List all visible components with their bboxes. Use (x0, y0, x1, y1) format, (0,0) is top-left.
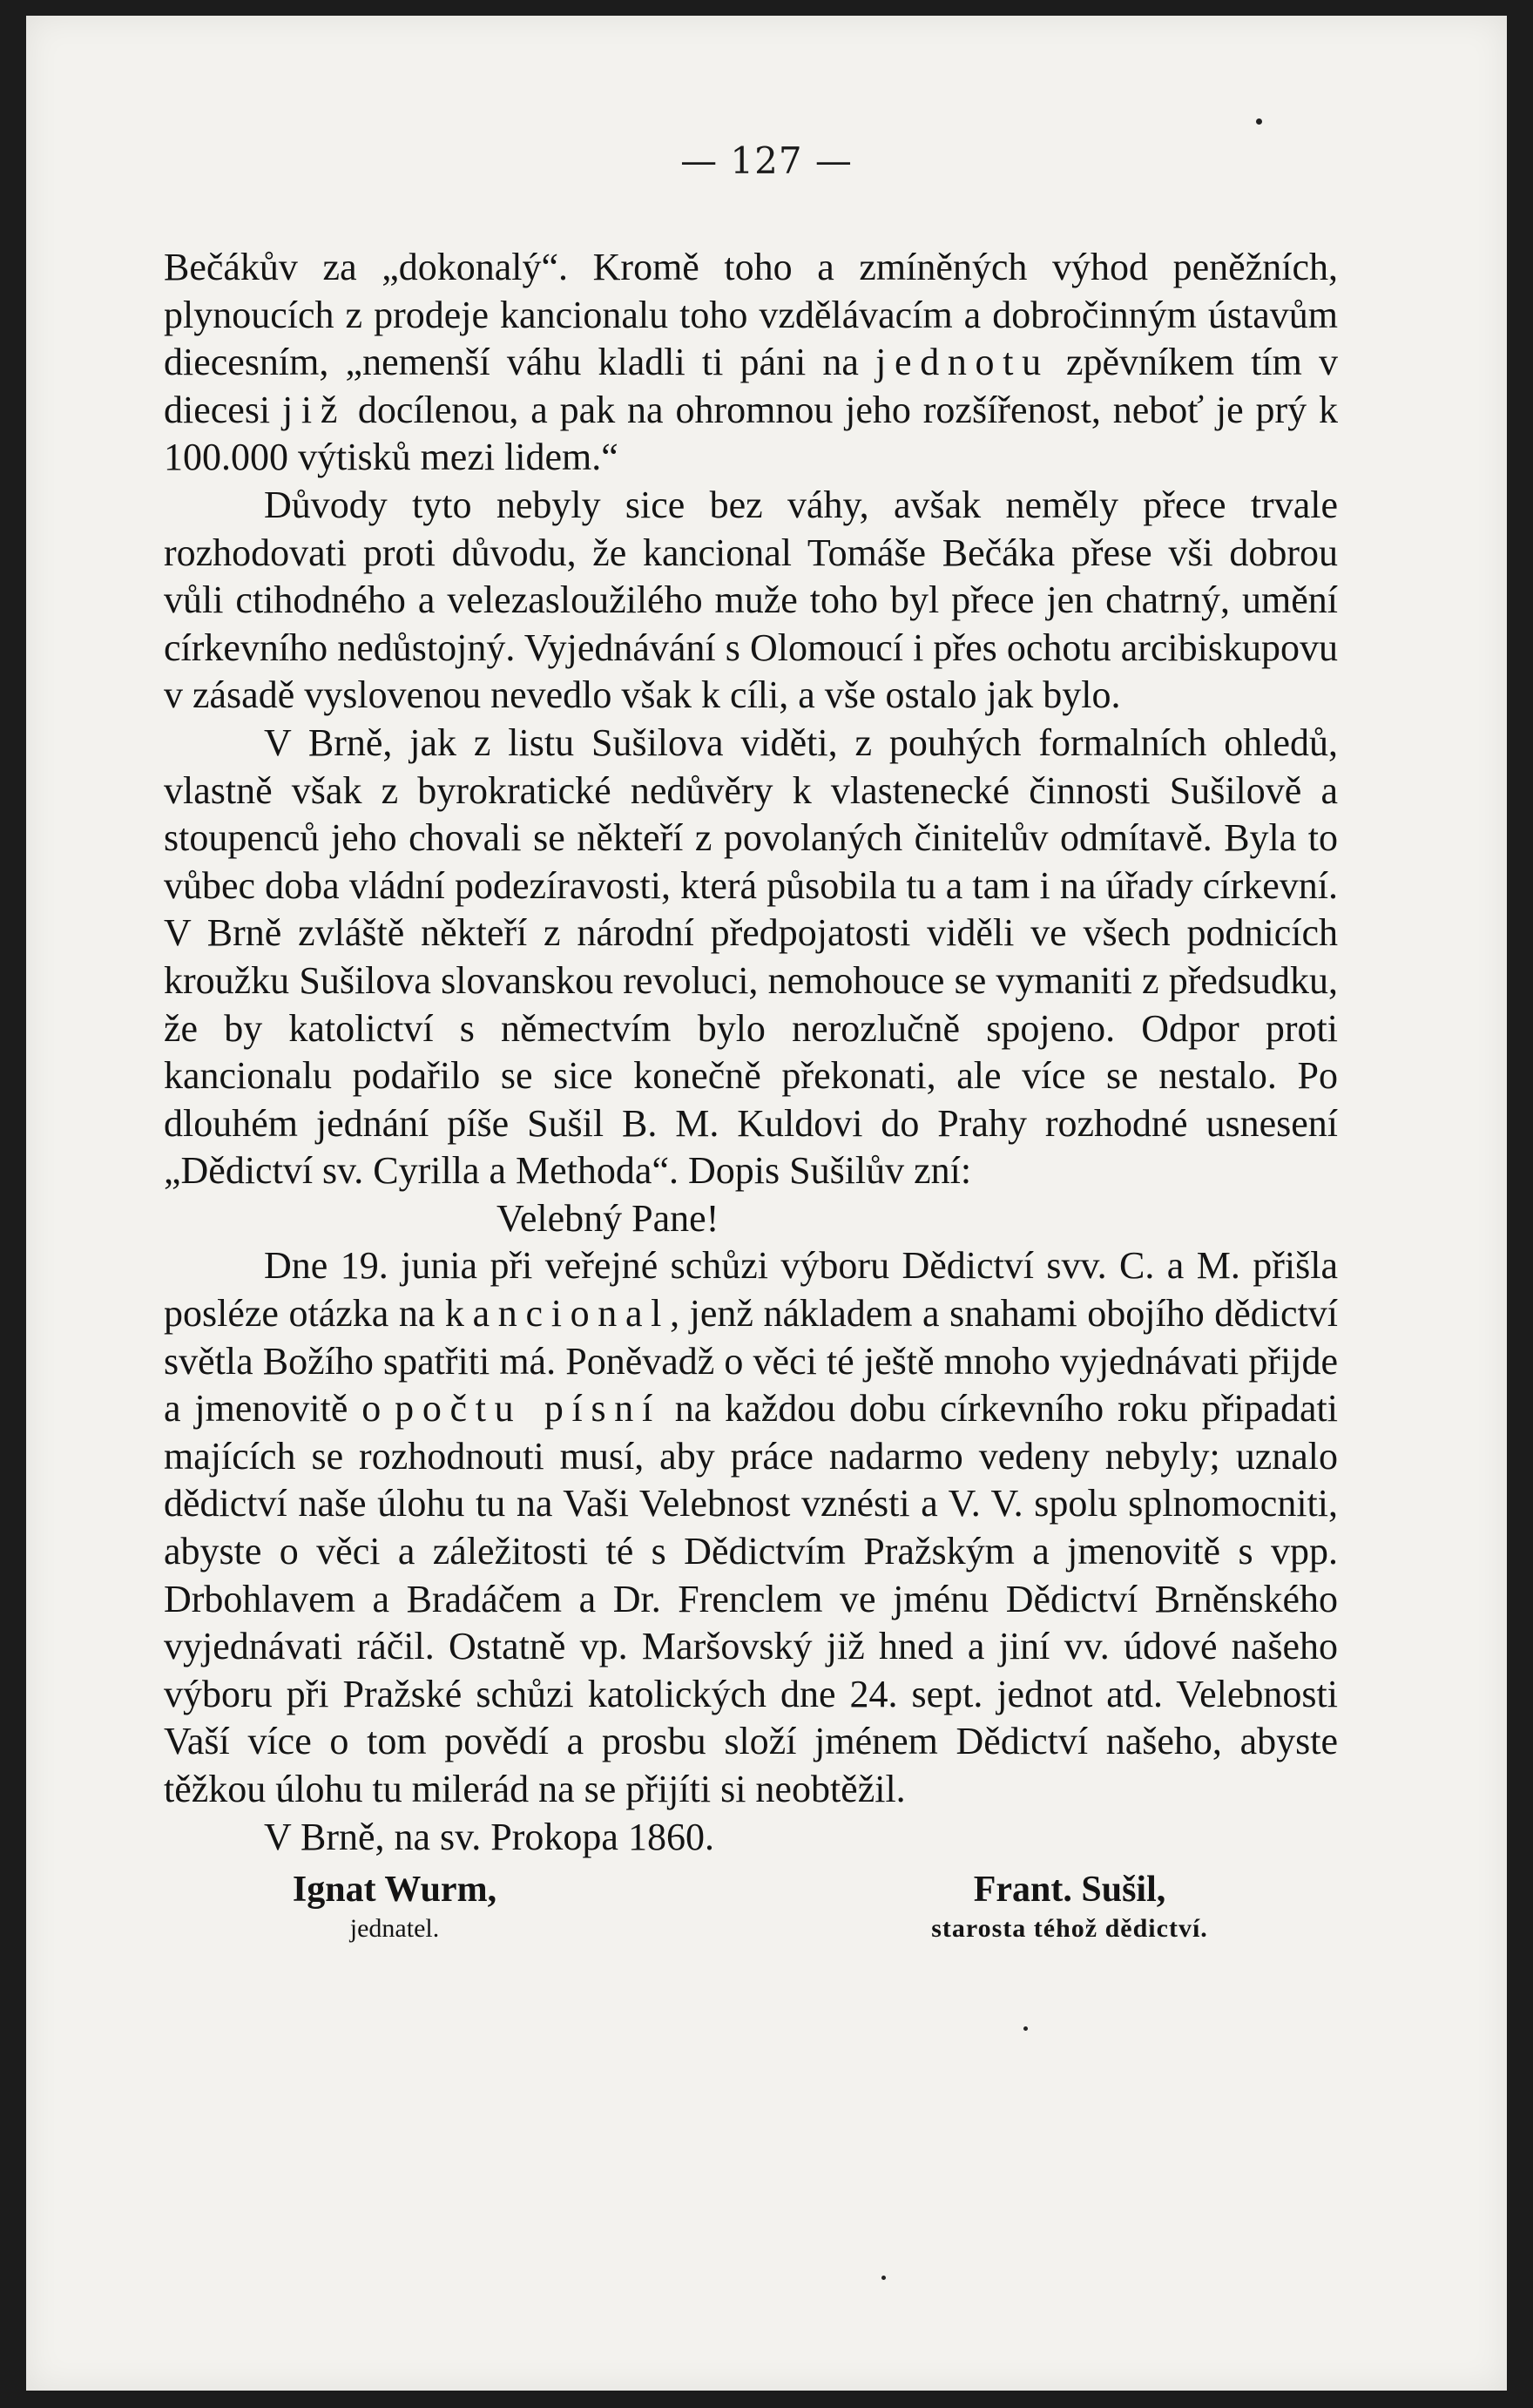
signer-role: starosta téhož dědictví. (931, 1914, 1208, 1944)
text-span: Dne 19. junia při veřejné schůzi výboru Dědictví svv. C. a M. přišla posléze otázka na (164, 1244, 1338, 1336)
print-speck (881, 2276, 886, 2280)
letter-salutation: Velebný Pane! (496, 1196, 719, 1240)
spaced-emphasis: kancional (444, 1292, 671, 1336)
paragraph (164, 244, 1338, 482)
signer-role: jednatel. (349, 1914, 440, 1944)
spaced-emphasis: jednotu (875, 341, 1050, 384)
text-span: na každou dobu církevního roku připadati majících se rozhodnouti musí, aby práce nadarmo vedeny nebyly; uznalo dědictví naše úlohu tu na Vaši Velebnost vznésti a V. V. spolu splnomocniti, abyste o věci a záležitosti té s Dědictvím Pražským a jmenovitě s vpp. Drbohlavem a Bradáčem a Dr. Frenclem ve jménu Dědictví Brněnského vyjednávati ráčil. Ostatně vp. Maršovský již hned a jiní vv. údové našeho výboru při Pražské schůzi katolických dne 24. sept. jednot atd. Velebnosti Vaší více o tom povědí a prosbu složí jménem Dědictví našeho, abyste těžkou úlohu tu milerád na se přijíti si neobtěžil. (164, 1387, 1338, 1810)
body-text (164, 244, 1338, 1974)
book-page (26, 16, 1507, 2391)
page-number: — 127 — (680, 139, 853, 182)
print-speck (1023, 2026, 1028, 2031)
letter-dateline: V Brně, na sv. Prokopa 1860. (264, 1815, 714, 1858)
signer-name: Ignat Wurm, (292, 1870, 497, 1911)
text-span: , jenž nákladem a snahami obojího dědictví světla Božího spatřiti má. Poněvadž o věci té ještě mnoho vyjednávati přijde a jmenovitě o (164, 1292, 1339, 1431)
signature-block (164, 1861, 1338, 1974)
letter-body (164, 1242, 1338, 1813)
text-span: Bečákův za „dokonalý“. Kromě toho a zmíněných výhod peněžních, plynoucích z prodeje kancionalu toho vzdělávacím a dobročinným ústavům diecesním, „nemenší váhu kladli ti páni na (164, 246, 1338, 384)
signer-name: Frant. Sušil, (973, 1870, 1166, 1911)
paragraph: V Brně, jak z listu Sušilova viděti, z pouhých formalních ohledů, vlastně však z byrokratické nedůvěry k vlastenecké činnosti Sušilově a stoupenců jeho chovali se někteří z povolaných činitelův odmítavě. Byla to vůbec doba vládní podezíravosti, která působila tu a tam i na úřady církevní. V Brně zvláště někteří z národní předpojatosti viděli ve všech podnicích kroužku Sušilova slovanskou revoluci, nemohouce se vymaniti z předsudku, že by katolictví s němectvím bylo nerozlučně spojeno. Odpor proti kancionalu podařilo se sice konečně překonati, ale více se nestalo. Po dlouhém jednání píše Sušil B. M. Kuldovi do Prahy rozhodné usnesení „Dědictví sv. Cyrilla a Methoda“. Dopis Sušilův zní: (164, 720, 1338, 1193)
text-span: zpěvníkem tím v diecesi (164, 341, 1338, 431)
text-span: docílenou, a pak na ohromnou jeho rozšířenost, neboť je prý k 100.000 výtisků mezi lidem.“ (164, 388, 1338, 479)
spaced-emphasis: počtu písní (395, 1387, 661, 1431)
signature-chairman (895, 1868, 1244, 1946)
print-speck (1256, 118, 1262, 125)
paragraph: Důvody tyto nebyly sice bez váhy, avšak neměly přece trvale rozhodovati proti důvodu, že kancional Tomáše Bečáka přese vši dobrou vůli ctihodného a velezasloužilého muže toho byl přece jen chatrný, umění církevního nedůstojný. Vyjednávání s Olomoucí i přes ochotu arcibiskupovu v zásadě vyslovenou nevedlo však k cíli, a vše ostalo jak bylo. (164, 483, 1338, 717)
spaced-emphasis: již (282, 388, 347, 431)
signature-secretary (264, 1868, 525, 1946)
